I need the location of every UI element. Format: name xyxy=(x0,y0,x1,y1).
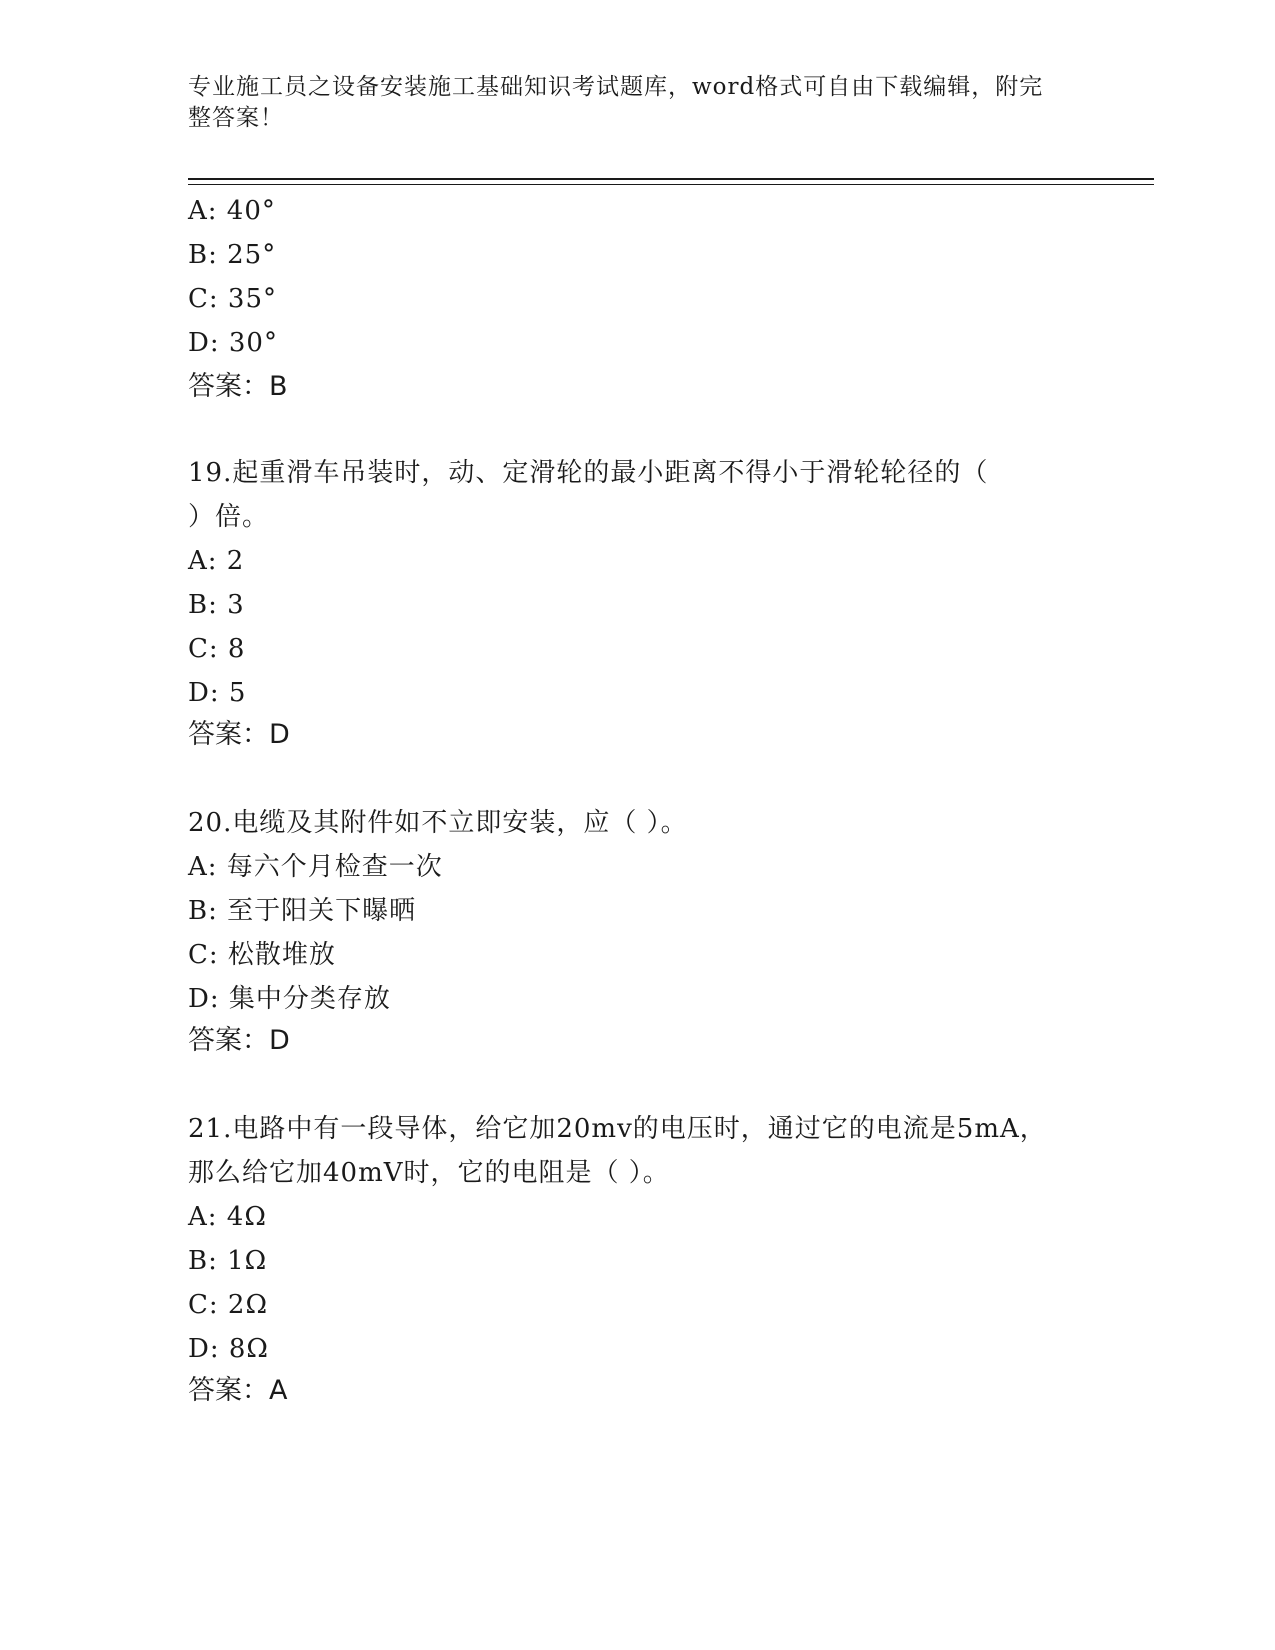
q19-option-b: B: 3 xyxy=(188,590,245,620)
document-header xyxy=(188,72,1068,134)
q19-stem-line-2: ）倍。 xyxy=(188,502,270,532)
q21-stem-line-2: 那么给它加40mV时，它的电阻是（ ）。 xyxy=(188,1158,670,1188)
q19-option-d: D: 5 xyxy=(188,678,247,708)
q19-answer: 答案：D xyxy=(188,719,290,750)
q20-option-c: C: 松散堆放 xyxy=(188,940,336,970)
header-title-line-2: 整答案！ xyxy=(188,105,284,131)
q20-option-a: A: 每六个月检查一次 xyxy=(188,852,443,882)
q18-option-d: D: 30° xyxy=(188,328,278,358)
q21-option-b: B: 1Ω xyxy=(188,1246,268,1276)
header-divider-bottom xyxy=(188,184,1154,185)
q18-option-c: C: 35° xyxy=(188,284,278,314)
q19-option-c: C: 8 xyxy=(188,634,246,664)
q18-option-b: B: 25° xyxy=(188,240,277,270)
q19-option-a: A: 2 xyxy=(188,546,245,576)
q21-option-d: D: 8Ω xyxy=(188,1334,269,1364)
q21-option-c: C: 2Ω xyxy=(188,1290,269,1320)
q18-option-a: A: 40° xyxy=(188,196,276,226)
q20-option-b: B: 至于阳关下曝晒 xyxy=(188,896,417,926)
q20-option-d: D: 集中分类存放 xyxy=(188,984,391,1014)
q19-stem-line-1: 19.起重滑车吊装时，动、定滑轮的最小距离不得小于滑轮轮径的（ xyxy=(188,458,989,488)
q20-answer: 答案：D xyxy=(188,1025,290,1056)
q21-option-a: A: 4Ω xyxy=(188,1202,267,1232)
header-title-line-1: 专业施工员之设备安装施工基础知识考试题库，word格式可自由下载编辑，附完 xyxy=(188,74,1044,100)
q21-answer: 答案：A xyxy=(188,1375,288,1406)
q21-stem-line-1: 21.电路中有一段导体，给它加20mv的电压时，通过它的电流是5mA， xyxy=(188,1114,1047,1144)
header-divider-top xyxy=(188,178,1154,180)
q20-stem-line-1: 20.电缆及其附件如不立即安装，应（ ）。 xyxy=(188,808,688,838)
q18-answer: 答案：B xyxy=(188,371,288,402)
